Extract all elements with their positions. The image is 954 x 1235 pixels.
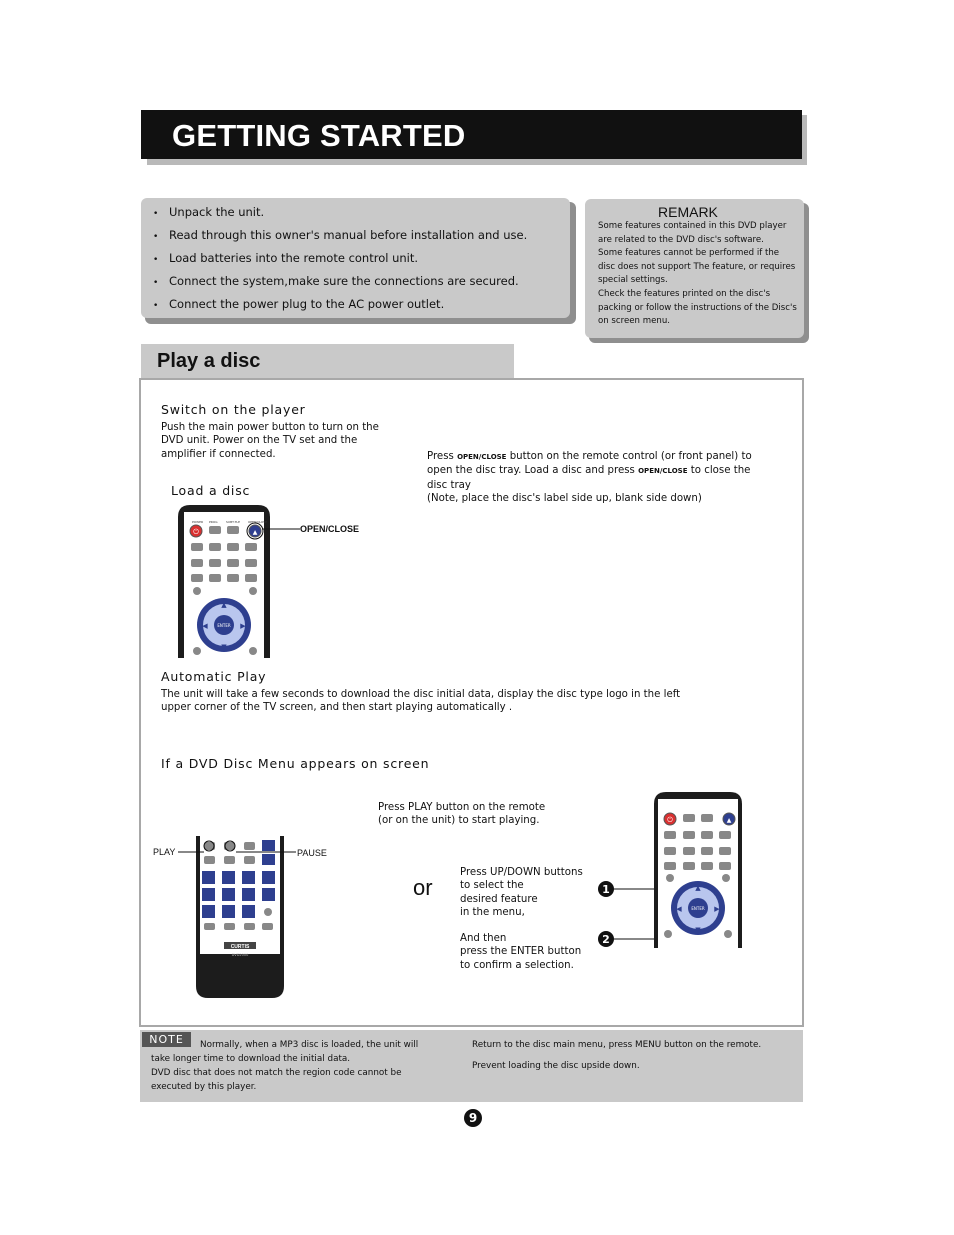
switch-on-heading: Switch on the player (161, 402, 306, 417)
header-bar (141, 110, 802, 159)
list-item: • Unpack the unit. (153, 205, 265, 219)
note-left-line-1: Normally, when a MP3 disc is loaded, the unit will (200, 1040, 419, 1050)
svg-text:▲: ▲ (726, 817, 732, 824)
marker-2: 2 (602, 933, 610, 946)
svg-text:ENTER: ENTER (691, 906, 705, 911)
svg-text:▲: ▲ (252, 529, 258, 536)
dvd-menu-heading: If a DVD Disc Menu appears on screen (161, 756, 430, 771)
updown-text: Press UP/DOWN buttons to select the desired feature in the menu, (460, 867, 583, 918)
play-callout: PLAY (153, 847, 176, 857)
remark-box (585, 199, 804, 338)
svg-text:OPEN/CLOSE: OPEN/CLOSE (248, 520, 268, 524)
page-title: GETTING STARTED (172, 118, 466, 153)
list-item: • Load batteries into the remote control unit. (153, 251, 419, 265)
enter-text: And then press the ENTER button to confirm a selection. (460, 933, 582, 971)
pause-callout: PAUSE (297, 848, 327, 858)
list-item: • Connect the system,make sure the connections are secured. (153, 274, 519, 288)
auto-play-text: The unit will take a few seconds to download the disc initial data, display the disc type logo in the left upper corner of the TV screen, and then start playing automatically . (161, 689, 681, 714)
page-number: 9 (464, 1109, 482, 1127)
svg-text:⏻: ⏻ (193, 528, 199, 536)
intro-list (153, 201, 527, 316)
note-right-line-1: Return to the disc main menu, press MENU button on the remote. (472, 1040, 762, 1050)
note-left-rest: take longer time to download the initial data. DVD disc that does not match the region code cannot be executed by this player. (151, 1054, 402, 1092)
section-header (141, 344, 514, 378)
svg-text:▼: ▼ (695, 926, 701, 934)
svg-text:PROG: PROG (209, 520, 218, 524)
svg-text:SUBT.TLE: SUBT.TLE (226, 520, 240, 524)
auto-play-heading: Automatic Play (161, 669, 267, 684)
remark-title: REMARK (658, 204, 718, 220)
remark-text: Some features contained in this DVD player are related to the DVD disc's software. Some features cannot be performed if the disc does not support The feature, or requires special settings. Check the features printed on the disc's packing or follow the instructions of the Disc's on screen menu. (598, 221, 797, 327)
svg-text:CURTIS: CURTIS (230, 944, 250, 950)
svg-text:POWER: POWER (192, 520, 204, 524)
svg-text:◀: ◀ (676, 905, 682, 913)
svg-text:◀: ◀ (202, 622, 208, 630)
list-item: • Read through this owner's manual before installation and use. (153, 228, 528, 242)
svg-text:DVD2000: DVD2000 (231, 953, 249, 957)
svg-text:▶: ▶ (240, 622, 246, 630)
intro-box (141, 198, 570, 318)
svg-text:▲: ▲ (221, 601, 227, 609)
section-title: Play a disc (157, 350, 261, 372)
remote-right-illustration (652, 790, 746, 948)
open-close-callout: OPEN/CLOSE (300, 524, 360, 534)
svg-text:ENTER: ENTER (217, 623, 231, 628)
note-badge: NOTE (142, 1032, 191, 1047)
switch-on-text: Push the main power button to turn on the DVD unit. Power on the TV set and the amplifier if connected. (161, 422, 379, 460)
svg-text:⏻: ⏻ (667, 816, 673, 824)
marker-1: 1 (602, 883, 610, 896)
svg-text:▶: ▶ (714, 905, 720, 913)
press-play-text: Press PLAY button on the remote (or on the unit) to start playing. (378, 802, 546, 827)
note-right-line-2: Prevent loading the disc upside down. (472, 1061, 640, 1071)
load-disc-heading: Load a disc (171, 483, 251, 498)
or-separator: or (413, 875, 433, 900)
svg-text:▲: ▲ (695, 884, 701, 892)
svg-text:▼: ▼ (221, 643, 227, 651)
list-item: • Connect the power plug to the AC power outlet. (153, 297, 445, 311)
open-close-text: Press OPEN/CLOSE button on the remote control (or front panel) to open the disc tray. Load a disc and press OPEN/CLOSE to close the disc tray (Note, place the disc's label side up, blank side down) (427, 451, 752, 504)
